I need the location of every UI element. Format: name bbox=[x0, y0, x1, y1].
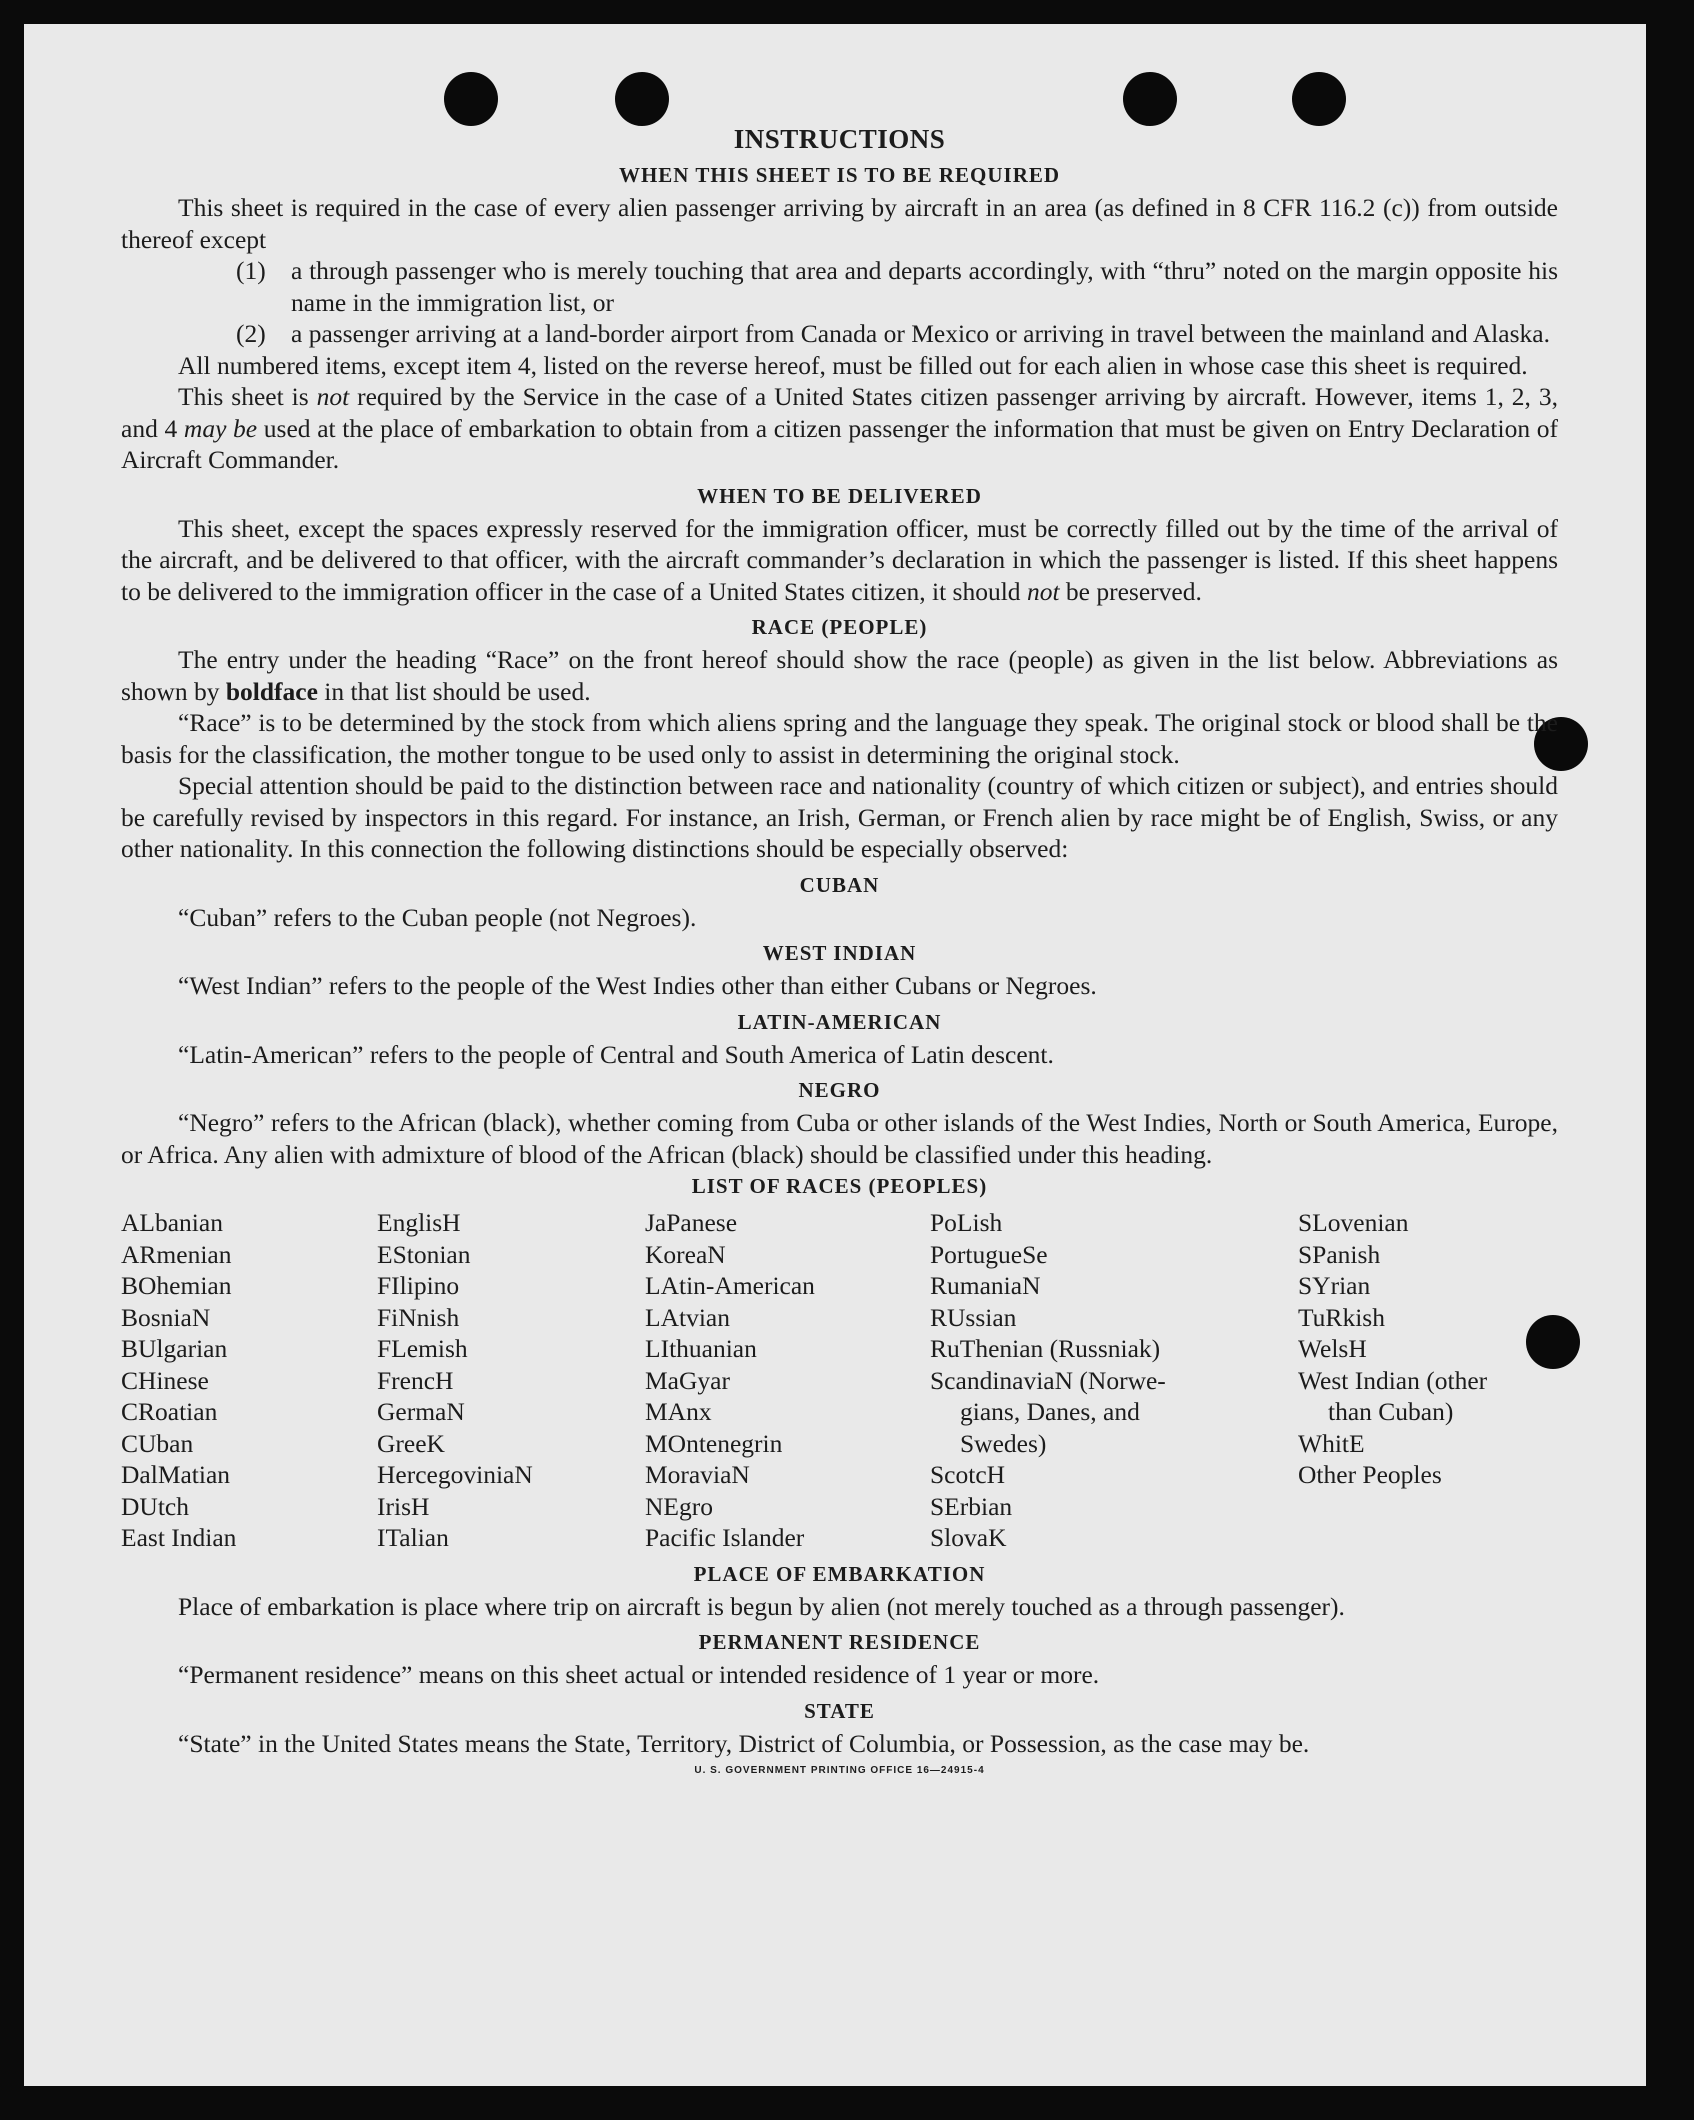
race-entry-continued: Swedes) bbox=[960, 1428, 1047, 1458]
paragraph-place-of-embarkation: Place of embarkation is place where trip on aircraft is begun by alien (not merely touched as a through passenger). bbox=[178, 1591, 1345, 1621]
race-entry: SPanish bbox=[1298, 1239, 1381, 1269]
race-entry: KoreaN bbox=[645, 1239, 726, 1269]
document-title: INSTRUCTIONS bbox=[733, 124, 946, 154]
races-column bbox=[930, 1207, 1298, 1554]
paragraph-race-entry: The entry under the heading “Race” on the front hereof should show the race (people) as given in the list below. Abbreviations as shown by boldface in that list should be used. bbox=[121, 645, 1558, 706]
race-entry: MaGyar bbox=[645, 1365, 730, 1395]
race-entry: Other Peoples bbox=[1298, 1460, 1442, 1489]
race-entry: TuRkish bbox=[1298, 1302, 1385, 1332]
race-entry: RuThenian (Russniak) bbox=[930, 1334, 1161, 1363]
race-entry: GreeK bbox=[377, 1428, 445, 1458]
punch-hole bbox=[1123, 72, 1177, 126]
paragraph-west-indian: “West Indian” refers to the people of the West Indies other than either Cubans or Negroes. bbox=[178, 971, 1097, 1000]
race-entry: DalMatian bbox=[121, 1460, 231, 1489]
races-column bbox=[377, 1207, 645, 1554]
race-entry: ScandinaviaN (Norwe- bbox=[930, 1365, 1166, 1395]
races-list bbox=[121, 1207, 1558, 1554]
paragraph-delivery: This sheet, except the spaces expressly reserved for the immigration officer, must be correctly filled out by the time of the arrival of the aircraft, and be delivered to that officer, with the aircraft commander’s declaration in which the passenger is listed. If this sheet happens to be delivered to the immigration officer in the case of a United States citizen, it should not be preserved. bbox=[121, 513, 1558, 606]
race-entry: PortugueSe bbox=[930, 1239, 1048, 1269]
race-entry: RUssian bbox=[930, 1302, 1017, 1332]
race-entry: MoraviaN bbox=[645, 1460, 750, 1489]
exception-item bbox=[236, 255, 1558, 318]
race-entry: MOntenegrin bbox=[645, 1428, 783, 1458]
heading-west-indian: WEST INDIAN bbox=[762, 941, 917, 965]
document-content bbox=[121, 124, 1558, 1776]
heading-list-of-races: LIST OF RACES (PEOPLES) bbox=[691, 1174, 988, 1198]
printing-office-footer: U. S. GOVERNMENT PRINTING OFFICE 16—24915-4 bbox=[694, 1765, 985, 1776]
race-entry: GermaN bbox=[377, 1397, 465, 1426]
race-entry: Pacific Islander bbox=[645, 1523, 805, 1552]
punch-hole bbox=[444, 72, 498, 126]
paragraph-numbered-items: All numbered items, except item 4, listed on the reverse hereof, must be filled out for each alien in whose case this sheet is required. bbox=[178, 350, 1528, 380]
race-entry: WhitE bbox=[1298, 1428, 1365, 1458]
paragraph-latin-american: “Latin-American” refers to the people of Central and South America of Latin descent. bbox=[178, 1039, 1054, 1069]
heading-race: RACE (PEOPLE) bbox=[751, 615, 928, 639]
heading-state: STATE bbox=[804, 1698, 875, 1723]
heading-when-required: WHEN THIS SHEET IS TO BE REQUIRED bbox=[618, 163, 1061, 187]
races-column bbox=[121, 1207, 377, 1554]
race-entry: FLemish bbox=[377, 1334, 468, 1363]
paragraph-race-nationality: Special attention should be paid to the distinction between race and nationality (country of which citizen or subject), and entries should be carefully revised by inspectors in this regard. For instance, an Irish, German, or French alien by race might be of English, Swiss, or any other nationality. In this connection the following distinctions should be especially observed: bbox=[121, 771, 1558, 863]
heading-when-delivered: WHEN TO BE DELIVERED bbox=[697, 483, 982, 508]
race-entry: LAtin-American bbox=[645, 1271, 815, 1300]
heading-cuban: CUBAN bbox=[799, 872, 880, 897]
race-entry: MAnx bbox=[645, 1397, 712, 1426]
race-entry: EnglisH bbox=[377, 1208, 461, 1237]
race-entry: DUtch bbox=[121, 1491, 189, 1521]
punch-hole bbox=[1292, 72, 1346, 126]
paragraph-race-stock: “Race” is to be determined by the stock from which aliens spring and the language they speak. The original stock or blood shall be the basis for the classification, the mother tongue to be used only to assist in determining the original stock. bbox=[121, 708, 1558, 769]
race-entry: ARmenian bbox=[121, 1239, 232, 1269]
race-entry: SErbian bbox=[930, 1491, 1013, 1521]
item-number: (2) bbox=[236, 319, 266, 348]
race-entry: NEgro bbox=[645, 1491, 713, 1521]
race-entry: ITalian bbox=[377, 1523, 449, 1552]
paragraph-citizen: This sheet is not required by the Service in the case of a United States citizen passenger arriving by aircraft. However, items 1, 2, 3, and 4 may be used at the place of embarkation to obtain from a citizen passenger the information that must be given on Entry Declaration of Aircraft Commander. bbox=[121, 382, 1558, 474]
races-column bbox=[645, 1207, 930, 1554]
race-entry: CHinese bbox=[121, 1365, 209, 1395]
race-entry: CUban bbox=[121, 1428, 194, 1458]
race-entry: EStonian bbox=[377, 1239, 471, 1269]
race-entry-continued: gians, Danes, and bbox=[960, 1397, 1140, 1426]
item-number: (1) bbox=[236, 256, 266, 285]
race-entry: BUlgarian bbox=[121, 1334, 228, 1363]
race-entry: FIlipino bbox=[377, 1271, 460, 1300]
race-entry: LIthuanian bbox=[645, 1334, 757, 1363]
paragraph-permanent-residence: “Permanent residence” means on this sheet actual or intended residence of 1 year or more. bbox=[178, 1660, 1100, 1689]
race-entry: BOhemian bbox=[121, 1271, 232, 1300]
races-column bbox=[1298, 1207, 1558, 1554]
race-entry: PoLish bbox=[930, 1208, 1003, 1237]
heading-negro: NEGRO bbox=[798, 1078, 881, 1102]
item-text: a through passenger who is merely touching that area and departs accordingly, with “thru” noted on the margin opposite his name in the immigration list, or bbox=[291, 256, 1558, 317]
race-entry: SlovaK bbox=[930, 1523, 1007, 1552]
punch-hole bbox=[615, 72, 669, 126]
race-entry: WelsH bbox=[1298, 1334, 1367, 1363]
race-entry: FrencH bbox=[377, 1365, 454, 1395]
race-entry: FiNnish bbox=[377, 1302, 460, 1332]
race-entry: East Indian bbox=[121, 1523, 237, 1552]
race-entry: JaPanese bbox=[645, 1208, 738, 1237]
race-entry: IrisH bbox=[377, 1491, 430, 1521]
paragraph-required-intro: This sheet is required in the case of every alien passenger arriving by aircraft in an area (as defined in 8 CFR 116.2 (c)) from outside thereof except bbox=[121, 193, 1558, 254]
paragraph-state: “State” in the United States means the State, Territory, District of Columbia, or Possession, as the case may be. bbox=[178, 1728, 1310, 1758]
race-entry: BosniaN bbox=[121, 1302, 211, 1332]
heading-latin-american: LATIN-AMERICAN bbox=[737, 1009, 942, 1034]
race-entry: ALbanian bbox=[121, 1208, 223, 1237]
paragraph-negro: “Negro” refers to the African (black), whether coming from Cuba or other islands of the West Indies, North or South America, Europe, or Africa. Any alien with admixture of blood of the African (black) should be classified under this heading. bbox=[121, 1108, 1558, 1169]
race-entry-continued: than Cuban) bbox=[1328, 1397, 1454, 1426]
race-entry: West Indian (other bbox=[1298, 1365, 1488, 1395]
race-entry: SYrian bbox=[1298, 1271, 1371, 1300]
race-entry: RumaniaN bbox=[930, 1271, 1041, 1300]
paragraph-cuban: “Cuban” refers to the Cuban people (not Negroes). bbox=[178, 902, 697, 932]
exception-item bbox=[236, 318, 1558, 350]
heading-place-of-embarkation: PLACE OF EMBARKATION bbox=[693, 1561, 986, 1586]
heading-permanent-residence: PERMANENT RESIDENCE bbox=[698, 1630, 981, 1654]
race-entry: HercegoviniaN bbox=[377, 1460, 533, 1489]
race-entry: SLovenian bbox=[1298, 1208, 1409, 1237]
item-text: a passenger arriving at a land-border airport from Canada or Mexico or arriving in travel between the mainland and Alaska. bbox=[291, 319, 1550, 348]
race-entry: ScotcH bbox=[930, 1460, 1006, 1489]
race-entry: LAtvian bbox=[645, 1302, 730, 1332]
race-entry: CRoatian bbox=[121, 1397, 218, 1426]
